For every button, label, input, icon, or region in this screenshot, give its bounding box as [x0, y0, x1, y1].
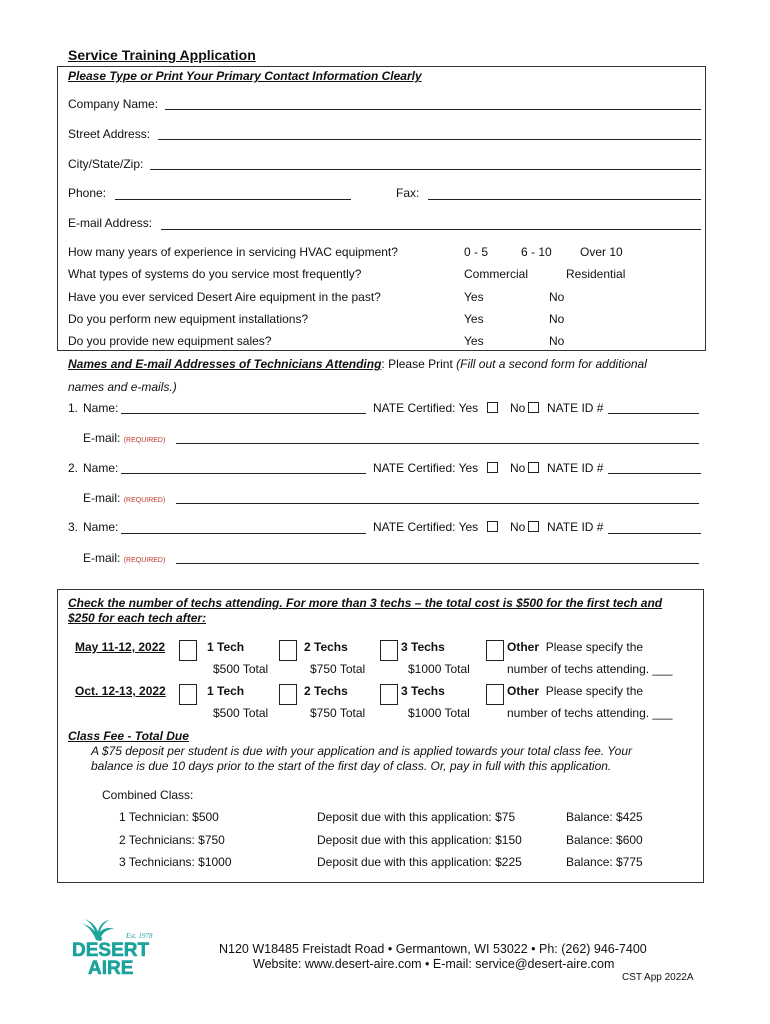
class-fee-heading: Class Fee - Total Due: [68, 729, 189, 743]
logo-line1: DESERT: [72, 940, 150, 961]
option-yes[interactable]: Yes: [464, 312, 484, 326]
session-2-3techs-checkbox[interactable]: [380, 684, 398, 705]
tech-3-name-field[interactable]: [121, 533, 366, 534]
session-1-3techs-checkbox[interactable]: [380, 640, 398, 661]
session-2-1tech-price: $500 Total: [213, 706, 269, 720]
city-label: City/State/Zip:: [68, 157, 144, 171]
footer-web: Website: www.desert-aire.com • E-mail: service@desert-aire.com: [253, 957, 615, 971]
session-2-date: Oct. 12-13, 2022: [75, 684, 166, 698]
email-field[interactable]: [161, 229, 701, 230]
fax-label: Fax:: [396, 186, 420, 200]
tech-2-name-field[interactable]: [121, 473, 366, 474]
question-installations: Do you perform new equipment installations?: [68, 312, 309, 326]
option-6-10[interactable]: 6 - 10: [521, 245, 552, 259]
logo-line2: AIRE: [88, 958, 134, 978]
option-0-5[interactable]: 0 - 5: [464, 245, 489, 259]
fee-row-3-balance: Balance: $775: [566, 855, 643, 869]
session-1-other: Other Please specify the: [507, 640, 644, 654]
session-2-2techs-price: $750 Total: [310, 706, 366, 720]
page-title: Service Training Application: [68, 47, 256, 63]
phone-field[interactable]: [115, 199, 351, 200]
question-sales: Do you provide new equipment sales?: [68, 334, 272, 348]
tech-1-name-label: Name:: [83, 401, 119, 415]
question-serviced: Have you ever serviced Desert Aire equipment in the past?: [68, 290, 381, 304]
option-no[interactable]: No: [549, 312, 565, 326]
tech-3-number: 3.: [68, 520, 79, 534]
session-1-1tech-checkbox[interactable]: [179, 640, 197, 661]
combined-class-label: Combined Class:: [102, 788, 194, 802]
tech-2-nate-label: NATE Certified: Yes: [373, 461, 479, 475]
tech-2-number: 2.: [68, 461, 79, 475]
company-field[interactable]: [165, 109, 701, 110]
class-fee-desc-2: balance is due 10 days prior to the start of the first day of class. Or, pay in full with this application.: [91, 759, 612, 773]
session-1-1tech-price: $500 Total: [213, 662, 269, 676]
session-2-3techs-price: $1000 Total: [408, 706, 470, 720]
tech-3-no-label: No: [510, 520, 526, 534]
required-note: (REQUIRED): [123, 437, 166, 444]
tech-3-nate-label: NATE Certified: Yes: [373, 520, 479, 534]
tech-3-name-label: Name:: [83, 520, 119, 534]
tech-3-nate-id-label: NATE ID #: [547, 520, 604, 534]
tech-1-no-label: No: [510, 401, 526, 415]
company-label: Company Name:: [68, 97, 159, 111]
technicians-heading-row: [68, 357, 647, 371]
session-2-3techs-label: 3 Techs: [401, 684, 445, 698]
tech-2-email-field[interactable]: [176, 503, 699, 504]
contact-heading: Please Type or Print Your Primary Contact Information Clearly: [68, 69, 422, 83]
phone-label: Phone:: [68, 186, 107, 200]
fee-row-2-tech: 2 Technicians: $750: [119, 833, 225, 847]
tech-3-email-field[interactable]: [176, 563, 699, 564]
tech-2-nate-id-field[interactable]: [608, 473, 701, 474]
session-1-date: May 11-12, 2022: [75, 640, 166, 654]
tech-1-email-field[interactable]: [176, 443, 699, 444]
street-label: Street Address:: [68, 127, 151, 141]
palm-tree-icon: [82, 919, 114, 941]
fee-row-1-tech: 1 Technician: $500: [119, 810, 219, 824]
option-over-10[interactable]: Over 10: [580, 245, 623, 259]
session-2-other-checkbox[interactable]: [486, 684, 504, 705]
tech-2-no-label: No: [510, 461, 526, 475]
fee-row-1-balance: Balance: $425: [566, 810, 643, 824]
tech-1-nate-no-checkbox[interactable]: [528, 402, 539, 413]
question-experience: How many years of experience in servicing HVAC equipment?: [68, 245, 398, 259]
tech-1-nate-label: NATE Certified: Yes: [373, 401, 479, 415]
logo-est: Est. 1978: [126, 932, 153, 940]
technicians-instruction: : Please Print: [381, 357, 453, 371]
technicians-note-1: (Fill out a second form for additional: [456, 357, 647, 371]
city-field[interactable]: [150, 169, 701, 170]
session-2-other-count[interactable]: number of techs attending. ___: [507, 706, 673, 720]
technicians-note-2: names and e-mails.): [68, 380, 177, 394]
fee-row-2-deposit: Deposit due with this application: $150: [317, 833, 522, 847]
session-2-2techs-checkbox[interactable]: [279, 684, 297, 705]
session-1-3techs-price: $1000 Total: [408, 662, 470, 676]
session-2-other: Other Please specify the: [507, 684, 644, 698]
required-note: (REQUIRED): [123, 557, 166, 564]
tech-2-email-label: E-mail: (REQUIRED): [83, 491, 166, 505]
tech-3-nate-id-field[interactable]: [608, 533, 701, 534]
tech-1-email-label: E-mail: (REQUIRED): [83, 431, 166, 445]
tech-3-email-label: E-mail: (REQUIRED): [83, 551, 166, 565]
schedule-heading-2: $250 for each tech after:: [68, 611, 207, 625]
tech-1-number: 1.: [68, 401, 79, 415]
tech-1-nate-yes-checkbox[interactable]: [487, 402, 498, 413]
tech-1-nate-id-label: NATE ID #: [547, 401, 604, 415]
tech-2-name-label: Name:: [83, 461, 119, 475]
tech-2-nate-yes-checkbox[interactable]: [487, 462, 498, 473]
desert-aire-logo: [66, 918, 162, 978]
tech-3-nate-yes-checkbox[interactable]: [487, 521, 498, 532]
session-1-3techs-label: 3 Techs: [401, 640, 445, 654]
technicians-heading: Names and E-mail Addresses of Technicians Attending: [68, 357, 382, 371]
street-field[interactable]: [158, 139, 701, 140]
option-no[interactable]: No: [549, 334, 565, 348]
fee-row-3-deposit: Deposit due with this application: $225: [317, 855, 522, 869]
session-1-2techs-price: $750 Total: [310, 662, 366, 676]
tech-1-name-field[interactable]: [121, 413, 366, 414]
tech-3-nate-no-checkbox[interactable]: [528, 521, 539, 532]
fee-row-2-balance: Balance: $600: [566, 833, 643, 847]
tech-2-nate-no-checkbox[interactable]: [528, 462, 539, 473]
schedule-heading-1: Check the number of techs attending. For more than 3 techs – the total cost is $500 for the first tech and: [68, 596, 663, 610]
option-yes[interactable]: Yes: [464, 334, 484, 348]
question-systems: What types of systems do you service most frequently?: [68, 267, 362, 281]
form-code: CST App 2022A: [622, 972, 694, 983]
fee-row-3-tech: 3 Technicians: $1000: [119, 855, 232, 869]
session-1-2techs-label: 2 Techs: [304, 640, 348, 654]
fax-field[interactable]: [428, 199, 701, 200]
fee-row-1-deposit: Deposit due with this application: $75: [317, 810, 516, 824]
tech-1-nate-id-field[interactable]: [608, 413, 699, 414]
session-1-2techs-checkbox[interactable]: [279, 640, 297, 661]
option-residential[interactable]: Residential: [566, 267, 626, 281]
email-label: E-mail Address:: [68, 216, 153, 230]
option-commercial[interactable]: Commercial: [464, 267, 529, 281]
option-yes[interactable]: Yes: [464, 290, 484, 304]
session-1-other-checkbox[interactable]: [486, 640, 504, 661]
session-2-2techs-label: 2 Techs: [304, 684, 348, 698]
option-no[interactable]: No: [549, 290, 565, 304]
footer-address: N120 W18485 Freistadt Road • Germantown, WI 53022 • Ph: (262) 946-7400: [219, 942, 647, 956]
session-2-1tech-label: 1 Tech: [207, 684, 245, 698]
session-1-1tech-label: 1 Tech: [207, 640, 245, 654]
tech-2-nate-id-label: NATE ID #: [547, 461, 604, 475]
required-note: (REQUIRED): [123, 497, 166, 504]
session-2-1tech-checkbox[interactable]: [179, 684, 197, 705]
class-fee-desc-1: A $75 deposit per student is due with your application and is applied towards your total class fee. Your: [91, 744, 632, 758]
session-1-other-count[interactable]: number of techs attending. ___: [507, 662, 673, 676]
